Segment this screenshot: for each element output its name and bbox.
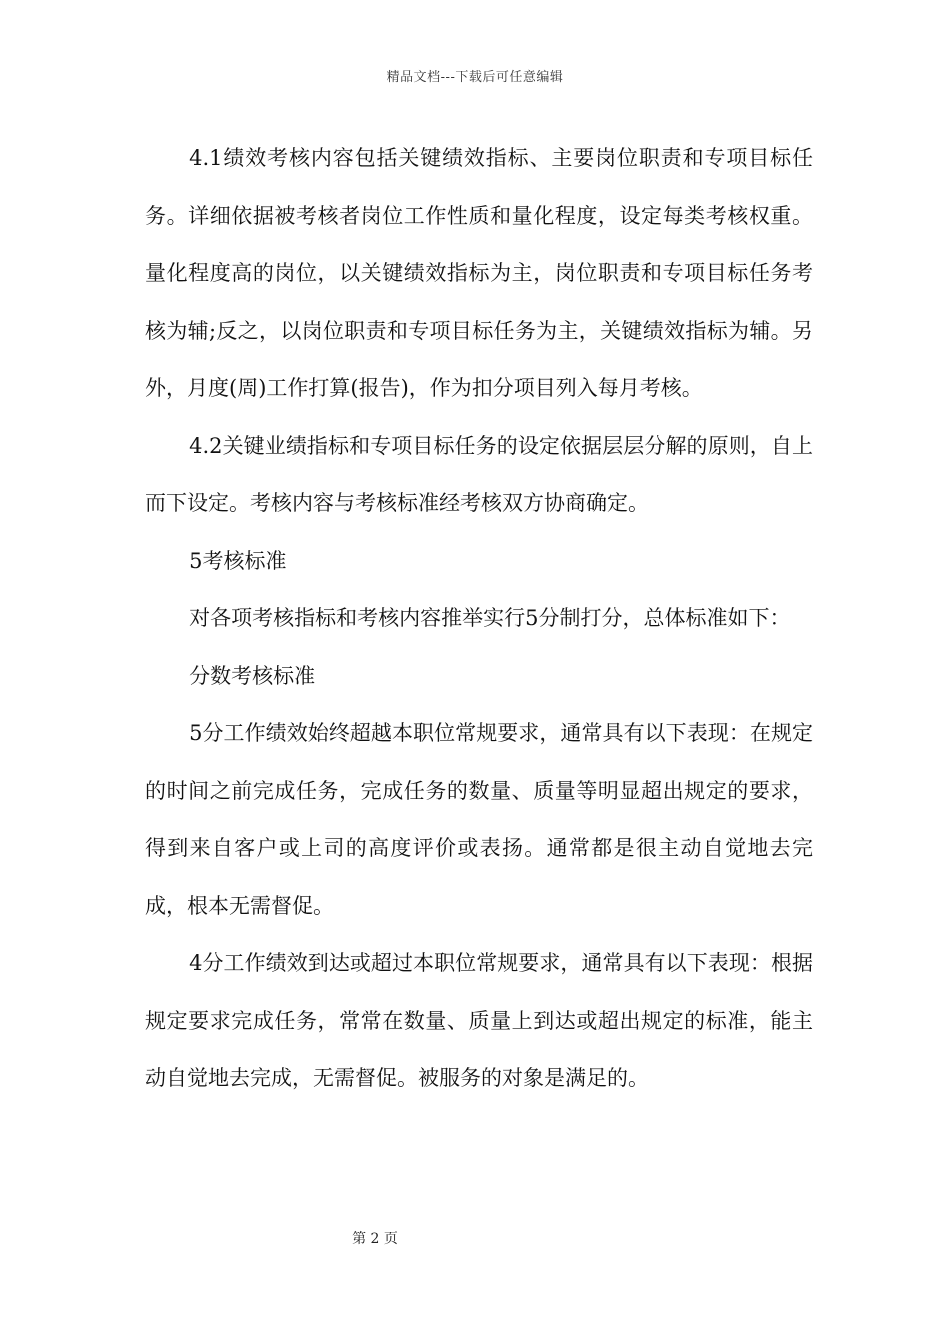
- paragraph-scoring-intro: 对各项考核指标和考核内容推举实行5分制打分，总体标准如下：: [189, 606, 791, 630]
- paragraph-4-1: 4.1绩效考核内容包括关键绩效指标、主要岗位职责和专项目标任务。详细依据被考核者岗位工作性质和量化程度，设定每类考核权重。量化程度高的岗位，以关键绩效指标为主，岗位职责和专项目标任务考核为辅;反之，以岗位职责和专项目标任务为主，关键绩效指标为辅。另外，月度(周)工作打算(报告)，作为扣分项目列入每月考核。: [145, 146, 813, 400]
- scoring-table-heading: 分数考核标准: [189, 663, 316, 688]
- page-header: 精品文档---下载后可任意编辑: [386, 70, 564, 85]
- section-heading-5: 5考核标准: [189, 548, 287, 573]
- paragraph-4-2: 4.2关键业绩指标和专项目标任务的设定依据层层分解的原则，自上而下设定。考核内容与考核标准经考核双方协商确定。: [145, 433, 813, 515]
- paragraph-score-4: 4分工作绩效到达或超过本职位常规要求，通常具有以下表现：根据规定要求完成任务，常常在数量、质量上到达或超出规定的标准，能主动自觉地去完成，无需督促。被服务的对象是满足的。: [145, 951, 813, 1090]
- page-number: 第 2 页: [352, 1231, 398, 1247]
- document-body: [145, 130, 813, 1108]
- paragraph-score-5: 5分工作绩效始终超越本职位常规要求，通常具有以下表现：在规定的时间之前完成任务，完成任务的数量、质量等明显超出规定的要求，得到来自客户或上司的高度评价或表扬。通常都是很主动自觉地去完成，根本无需督促。: [145, 721, 813, 918]
